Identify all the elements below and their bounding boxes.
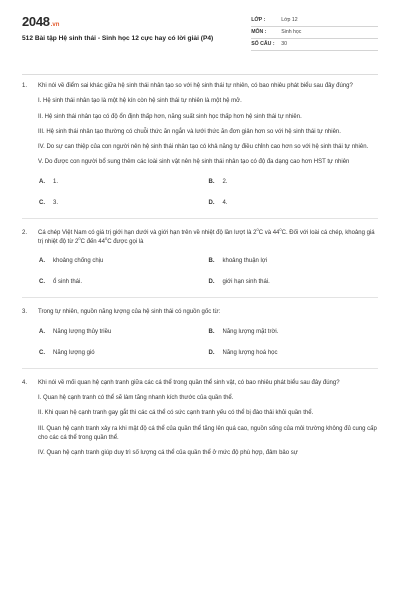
statement: I. Quan hệ cạnh tranh có thể sẽ làm tăng nhanh kích thước của quần thể. [38,394,234,401]
document-header [22,12,378,70]
statement: II. Khi quan hệ cạnh tranh gay gắt thì các cá thể có sức cạnh tranh yếu có thể bị đào thải khỏi quần thể. [38,410,314,417]
option-letter: C. [39,199,45,206]
meta-value: Lớp 12 [281,16,298,23]
option-d[interactable] [209,349,379,358]
option-text: Năng lượng thủy triều [53,328,112,335]
meta-row-subject [251,27,378,39]
option-text: Năng lượng hoá học [222,349,278,356]
meta-row-grade [251,15,378,27]
question-2 [22,226,378,299]
option-letter: D. [208,349,215,356]
question-text [38,226,378,248]
option-letter: B. [208,328,215,335]
option-b[interactable] [209,257,379,266]
option-letter: A. [39,258,45,265]
option-a[interactable] [39,257,209,266]
option-text: khoảng chống chịu [53,258,104,265]
answer-options [38,257,378,287]
text-part: Cá chép Việt Nam có giá trị giới hạn dưới và giới hạn trên về nhiệt độ lần lượt là 2 [38,229,257,236]
question-number: 4. [22,379,28,386]
text-part: C và 44 [258,229,280,236]
question-text: Trong tự nhiên, nguồn năng lượng của hệ sinh thái có nguồn gốc từ: [38,309,221,316]
option-c[interactable] [39,349,209,358]
meta-info [251,15,378,70]
option-letter: A. [39,328,45,335]
option-b[interactable] [209,328,379,337]
logo-main-text: 2048 [22,14,50,29]
answer-options [38,178,378,208]
option-letter: C. [39,279,45,286]
superscript: 0 [279,226,282,232]
question-text: Khi nói về điểm sai khác giữa hệ sinh thái nhân tạo so với hệ sinh thái tự nhiên, có bao nhiêu phát biểu sau đây đúng? [38,83,353,89]
question-1 [22,82,378,219]
meta-value: Sinh học [281,28,302,35]
question-divider [22,297,378,298]
option-text: 3. [53,199,59,206]
option-c[interactable] [39,199,209,208]
question-divider [22,218,378,219]
option-text: Năng lượng mặt trời. [222,328,279,335]
option-text: 2. [222,178,228,185]
question-number: 2. [22,229,28,236]
brand-block [22,12,251,70]
answer-options [38,328,378,358]
meta-row-question-count [251,39,378,51]
logo-domain-text: .vn [50,22,60,28]
option-b[interactable] [209,178,379,187]
question-number: 1. [22,83,28,89]
statement: III. Hệ sinh thái nhân tạo thường có chuỗi thức ăn ngắn và lưới thức ăn đơn giản hơn so với hệ sinh thái tự nhiên. [38,128,341,135]
site-logo[interactable] [22,12,251,28]
meta-label: LỚP : [251,16,266,23]
meta-value: 30 [281,40,287,47]
statement: IV. Quan hệ cạnh tranh giúp duy trì số lượng cá thể của quần thể ở mức độ phù hợp, đảm bảo sự [38,450,298,457]
superscript: 0 [104,236,108,242]
document-title: 512 Bài tập Hệ sinh thái - Sinh học 12 cực hay có lời giải (P4) [22,35,214,42]
option-a[interactable] [39,178,209,187]
text-part: C đến 44 [80,239,105,246]
option-text: giới hạn sinh thái. [222,279,270,286]
text-part: C. Đối với loài cá chép, khoảng giá trị nhiệt độ từ 2 [38,229,375,246]
meta-label: SỐ CÂU : [251,40,275,47]
statement: IV. Do sự can thiệp của con người nên hệ sinh thái nhân tạo có khả năng tự điều chỉnh cao hơn so với hệ sinh thái tự nhiên. [38,144,369,151]
option-letter: C. [39,349,45,356]
text-part: C được gọi là [107,239,144,246]
option-letter: B. [208,178,215,185]
superscript: 0 [78,236,81,242]
question-list [22,82,378,458]
question-3 [22,308,378,368]
option-a[interactable] [39,328,209,337]
statement: V. Do được con người bổ sung thêm các loài sinh vật nên hệ sinh thái nhân tạo có độ đa dạng cao hơn HST tự nhiên [38,159,350,166]
question-text: Khi nói về mối quan hệ cạnh tranh giữa các cá thể trong quần thể sinh vật, có bao nhiêu phát biểu sau đây đúng? [38,379,340,386]
question-divider [22,368,378,369]
meta-label: MÔN : [251,28,267,35]
statement: I. Hệ sinh thái nhân tạo là một hệ kín còn hệ sinh thái tự nhiên là một hệ mở. [38,98,242,105]
question-number: 3. [22,309,28,316]
header-divider [22,74,378,75]
option-text: Năng lượng gió [53,349,95,356]
option-text: khoảng thuận lợi [222,258,268,265]
statement: II. Hệ sinh thái nhân tạo có độ ổn định thấp hơn, năng suất sinh học thấp hơn hệ sinh thái tự nhiên. [38,113,302,120]
option-letter: D. [208,279,215,286]
option-d[interactable] [209,278,379,287]
option-text: ổ sinh thái. [53,279,83,286]
option-letter: A. [39,178,45,185]
option-letter: B. [208,258,215,265]
option-d[interactable] [209,199,379,208]
option-c[interactable] [39,278,209,287]
question-4 [22,379,378,459]
option-text: 1. [53,178,59,185]
option-letter: D. [208,199,215,206]
statement: III. Quan hệ cạnh tranh xảy ra khi mật độ cá thể của quần thể tăng lên quá cao, nguồn sống của môi trường không đủ cung cấp cho các cá thể trong quần thể. [38,425,377,441]
option-text: 4. [222,199,228,206]
superscript: 0 [256,226,259,232]
